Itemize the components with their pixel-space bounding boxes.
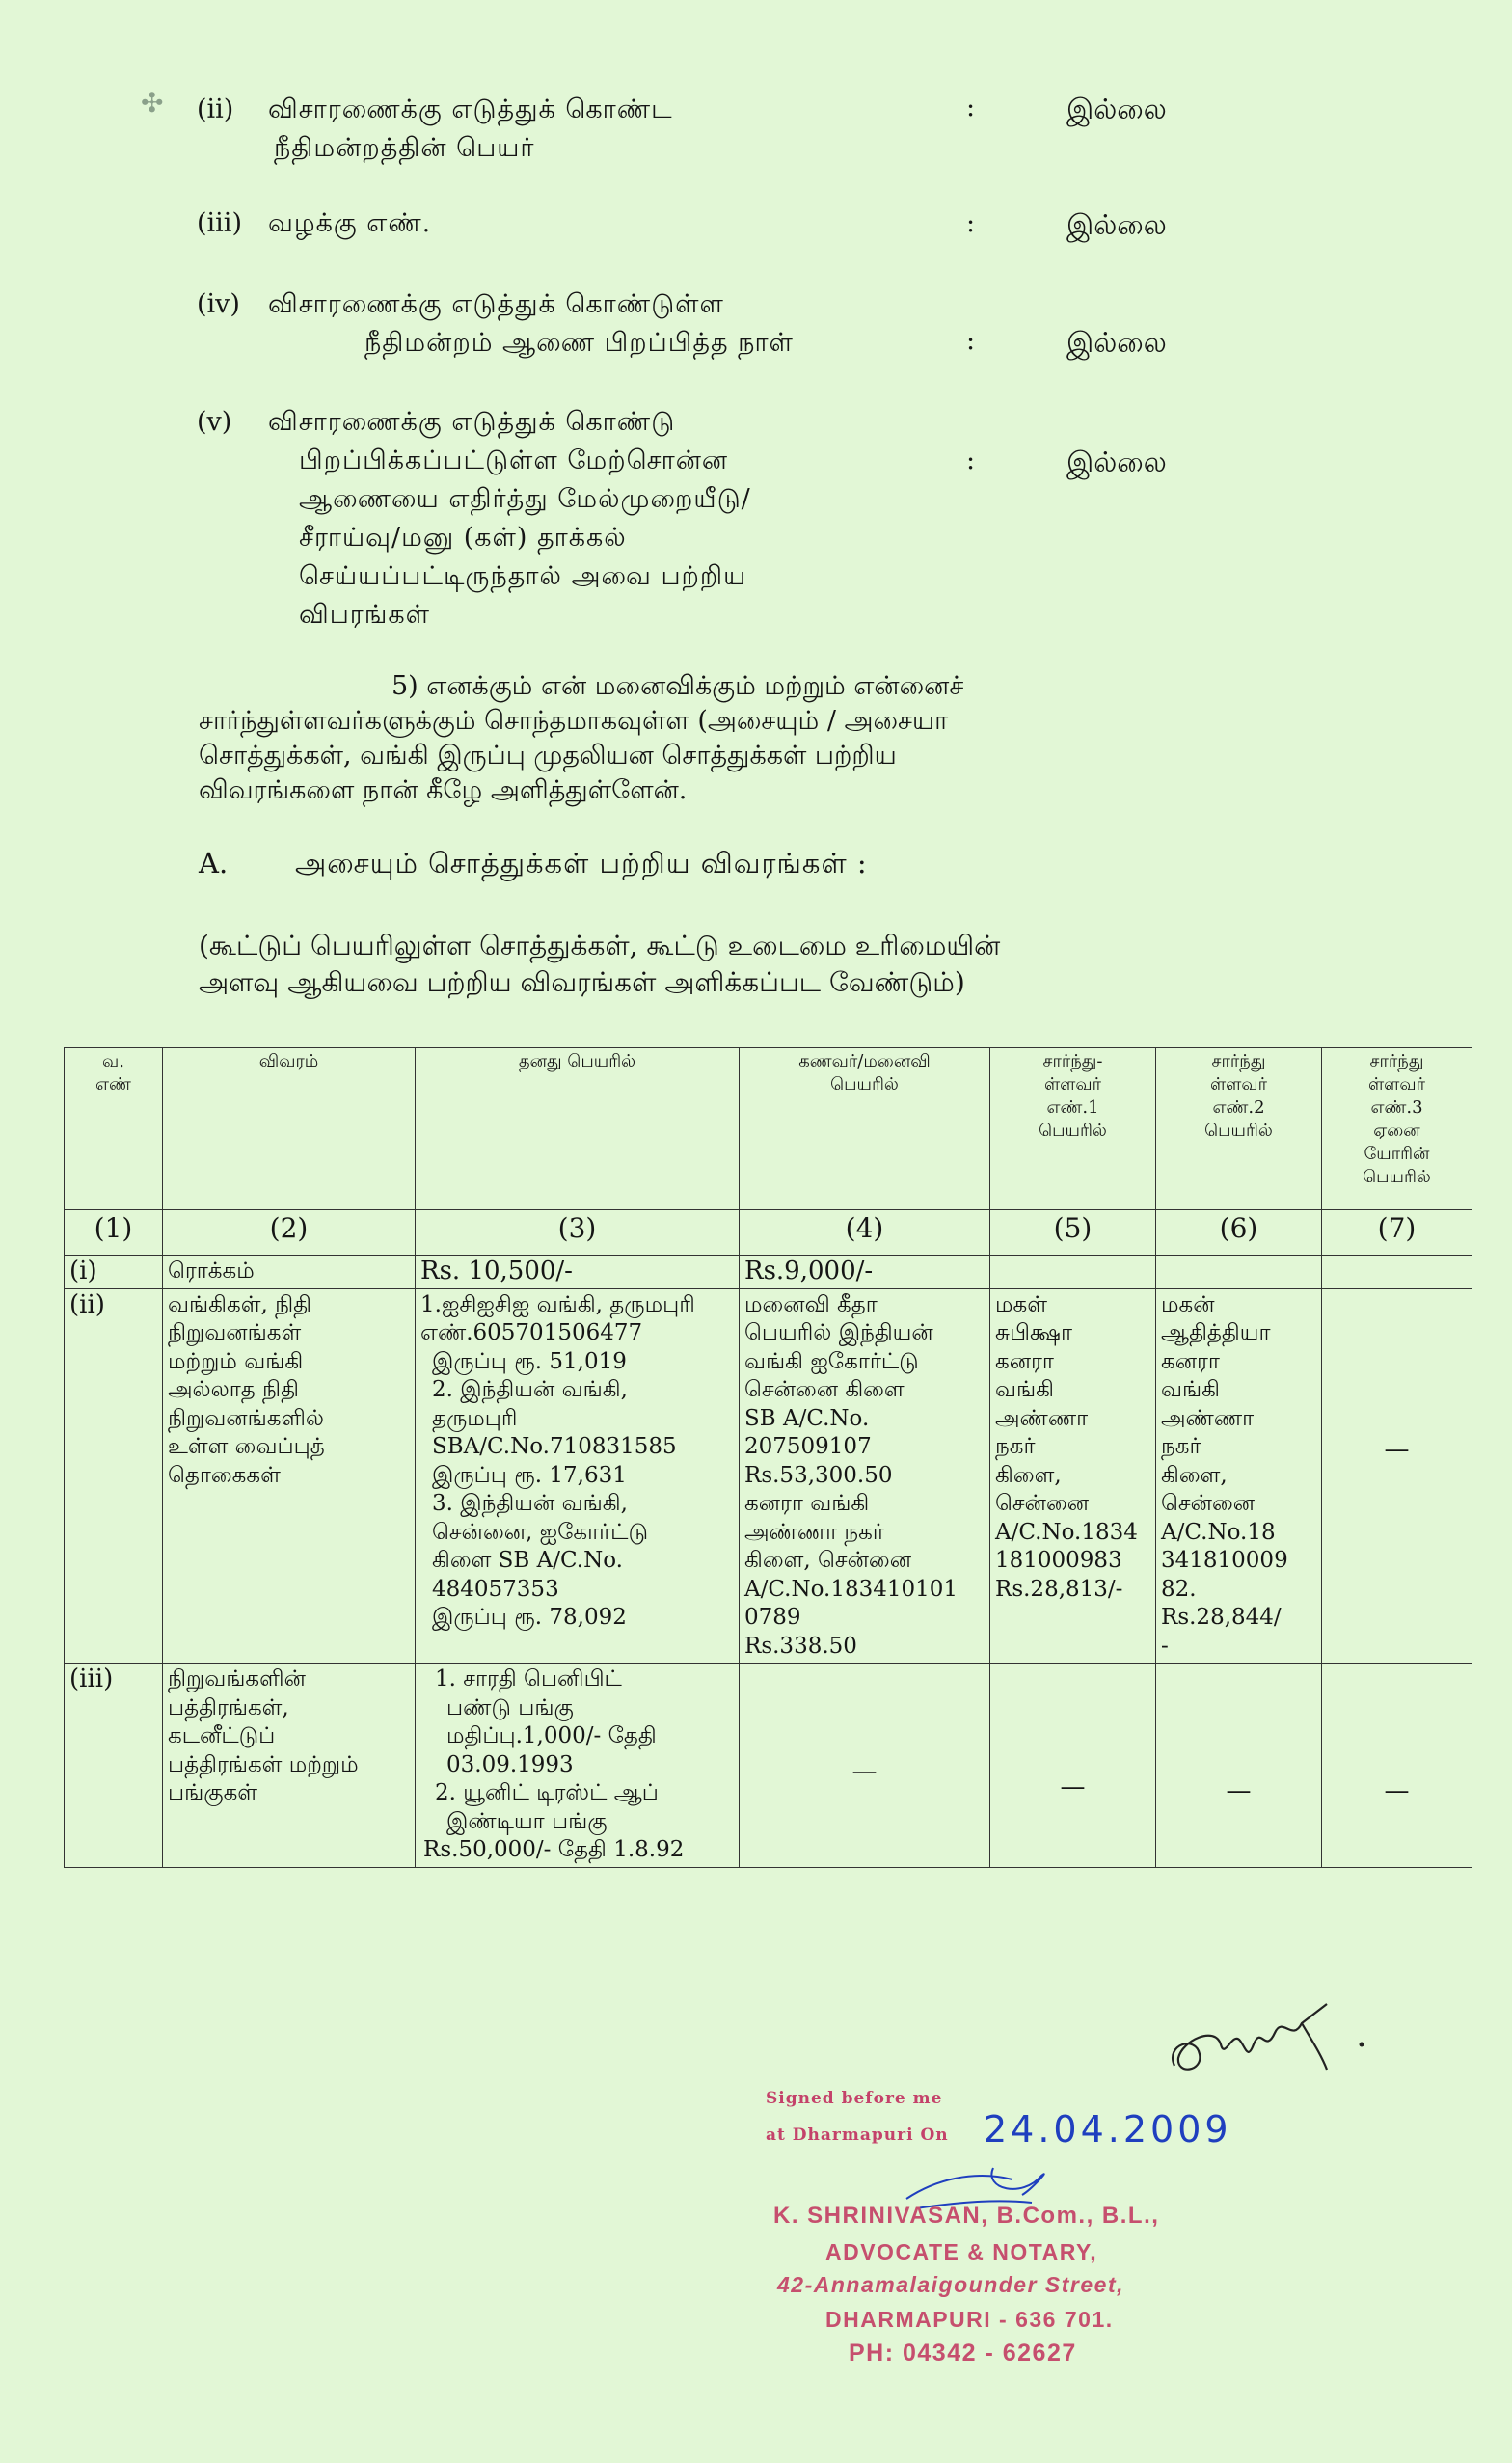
header-spouse: கணவர்/மனைவி பெயரில் (740, 1048, 990, 1210)
attestation-date: 24.04.2009 (984, 2108, 1232, 2151)
column-number: (5) (990, 1210, 1156, 1256)
column-number: (1) (65, 1210, 163, 1256)
row-number: (ii) (65, 1288, 163, 1664)
page-corner-mark: ✣ (141, 87, 164, 119)
column-number-row (65, 1210, 1472, 1256)
row-description: நிறுவங்களின் பத்திரங்கள், கடனீட்டுப் பத்திரங்கள் மற்றும் பங்குகள் (163, 1664, 416, 1868)
row-description: ரொக்கம் (163, 1256, 416, 1289)
item-text-line: பிறப்பிக்கப்பட்டுள்ள மேற்சொன்ன (299, 446, 729, 475)
item-colon: : (966, 208, 976, 238)
header-dependent-3: சார்ந்து ள்ளவர் எண்.3 ஏனை யோரின் பெயரில் (1322, 1048, 1472, 1210)
section-a-note (199, 928, 1313, 1001)
row-dependent-3 (1322, 1256, 1472, 1289)
item-colon: : (966, 93, 976, 122)
item-colon: : (966, 326, 976, 356)
row-dependent-2 (1156, 1256, 1322, 1289)
column-number: (3) (416, 1210, 740, 1256)
item-text-line: நீதிமன்றத்தின் பெயர் (274, 133, 535, 163)
section-a-label: A. (199, 847, 229, 880)
header-serial-no: வ. எண் (65, 1048, 163, 1210)
item-number: (iv) (197, 289, 240, 319)
empty-dash: — (1226, 1776, 1252, 1805)
item-text-line: விசாரணைக்கு எடுத்துக் கொண்டு (268, 407, 676, 437)
item-colon: : (966, 446, 976, 475)
notary-title: ADVOCATE & NOTARY, (825, 2239, 1098, 2264)
paragraph-line: 5) எனக்கும் என் மனைவிக்கும் மற்றும் என்னைச் (392, 671, 964, 701)
row-number: (iii) (65, 1664, 163, 1868)
item-text-line: நீதிமன்றம் ஆணை பிறப்பித்த நாள் (364, 328, 794, 358)
place-line-text: at Dharmapuri On (766, 2125, 949, 2145)
column-number: (6) (1156, 1210, 1322, 1256)
notary-city: DHARMAPURI - 636 701. (825, 2307, 1114, 2332)
paragraph-5 (199, 669, 1313, 808)
empty-dash: — (851, 1757, 878, 1786)
header-dependent-1: சார்ந்து- ள்ளவர் எண்.1 பெயரில் (990, 1048, 1156, 1210)
item-value: இல்லை (1066, 446, 1167, 478)
notary-name: K. SHRINIVASAN, B.Com., B.L., (773, 2203, 1160, 2229)
row-spouse: Rs.9,000/- (740, 1256, 990, 1289)
notary-phone: PH: 04342 - 62627 (849, 2340, 1077, 2367)
item-value: இல்லை (1066, 326, 1167, 359)
header-self: தனது பெயரில் (416, 1048, 740, 1210)
row-self: 1. சாரதி பெனிபிட் பண்டு பங்கு மதிப்பு.1,000/- தேதி 03.09.1993 2. யூனிட் டிரஸ்ட் ஆப் இண்டியா பங்கு Rs.50,000/- தேதி 1.8.92 (416, 1664, 740, 1868)
item-value: இல்லை (1066, 208, 1167, 241)
item-text-line: விசாரணைக்கு எடுத்துக் கொண்ட (268, 95, 673, 124)
row-dependent-1 (990, 1256, 1156, 1289)
section-a-heading: அசையும் சொத்துக்கள் பற்றிய விவரங்கள் : (295, 847, 868, 880)
header-description: விவரம் (163, 1048, 416, 1210)
empty-dash: — (1384, 1776, 1410, 1805)
column-number: (4) (740, 1210, 990, 1256)
column-number: (7) (1322, 1210, 1472, 1256)
paragraph-line: சார்ந்துள்ளவர்களுக்கும் சொந்தமாகவுள்ள (அசையும் / அசையா (199, 706, 949, 736)
row-dependent-2 (1156, 1664, 1322, 1868)
item-text-line: சீராய்வு/மனு (கள்) தாக்கல் (299, 523, 627, 553)
item-text-line: விபரங்கள் (299, 600, 431, 630)
row-dependent-1 (990, 1664, 1156, 1868)
paragraph-line: விவரங்களை நான் கீழே அளித்துள்ளேன். (199, 775, 688, 805)
note-line: அளவு ஆகியவை பற்றிய விவரங்கள் அளிக்கப்பட வேண்டும்) (199, 966, 965, 998)
movable-assets-table (64, 1047, 1472, 1868)
item-text-line: ஆணையை எதிர்த்து மேல்முறையீடு/ (299, 484, 751, 514)
item-text-line: விசாரணைக்கு எடுத்துக் கொண்டுள்ள (268, 289, 724, 319)
item-number: (ii) (197, 95, 234, 124)
row-dependent-1: மகள் சுபிக்ஷா கனரா வங்கி அண்ணா நகர் கிளை, சென்னை A/C.No.1834 181000983 Rs.28,813/- (990, 1288, 1156, 1664)
paragraph-line: சொத்துக்கள், வங்கி இருப்பு முதலியன சொத்துக்கள் பற்றிய (199, 741, 897, 771)
header-dependent-2: சார்ந்து ள்ளவர் எண்.2 பெயரில் (1156, 1048, 1322, 1210)
empty-dash: — (1384, 1434, 1410, 1464)
row-dependent-2: மகன் ஆதித்தியா கனரா வங்கி அண்ணா நகர் கிளை, சென்னை A/C.No.18 341810009 82. Rs.28,844/ - (1156, 1288, 1322, 1664)
row-self: 1.ஐசிஐசிஐ வங்கி, தருமபுரி எண்.605701506477 இருப்பு ரூ. 51,019 2. இந்தியன் வங்கி, தருமபுரி SBA/C.No.710831585 இருப்பு ரூ. 17,631 3. இந்தியன் வங்கி, சென்னை, ஐகோர்ட்டு கிளை SB A/C.No. 484057353 இருப்பு ரூ. 78,092 (416, 1288, 740, 1664)
empty-dash: — (1060, 1773, 1086, 1801)
row-spouse: மனைவி கீதா பெயரில் இந்தியன் வங்கி ஐகோர்ட்டு சென்னை கிளை SB A/C.No. 207509107 Rs.53,300.50 கனரா வங்கி அண்ணா நகர் கிளை, சென்னை A/C.No.183410101 0789 Rs.338.50 (740, 1288, 990, 1664)
note-line: (கூட்டுப் பெயரிலுள்ள சொத்துக்கள், கூட்டு உடைமை உரிமையின் (199, 930, 1001, 961)
table-header-row (65, 1048, 1472, 1210)
row-self: Rs. 10,500/- (416, 1256, 740, 1289)
row-spouse (740, 1664, 990, 1868)
item-text-line: வழக்கு எண். (268, 208, 432, 238)
row-number: (i) (65, 1256, 163, 1289)
table-row-cash (65, 1256, 1472, 1289)
row-dependent-3 (1322, 1664, 1472, 1868)
table-row-bank-deposits (65, 1288, 1472, 1664)
item-number: (v) (197, 407, 232, 437)
declarant-signature (1157, 1987, 1379, 2083)
item-text-line: செய்யப்பட்டிருந்தால் அவை பற்றிய (299, 561, 747, 591)
column-number: (2) (163, 1210, 416, 1256)
notary-street: 42-Annamalaigounder Street, (777, 2272, 1125, 2297)
row-dependent-3 (1322, 1288, 1472, 1664)
item-value: இல்லை (1066, 93, 1167, 125)
item-number: (iii) (197, 208, 242, 238)
signed-before-text: Signed before me (766, 2089, 943, 2108)
table-row-securities (65, 1664, 1472, 1868)
row-description: வங்கிகள், நிதி நிறுவனங்கள் மற்றும் வங்கி அல்லாத நிதி நிறுவனங்களில் உள்ள வைப்புத் தொகைகள் (163, 1288, 416, 1664)
